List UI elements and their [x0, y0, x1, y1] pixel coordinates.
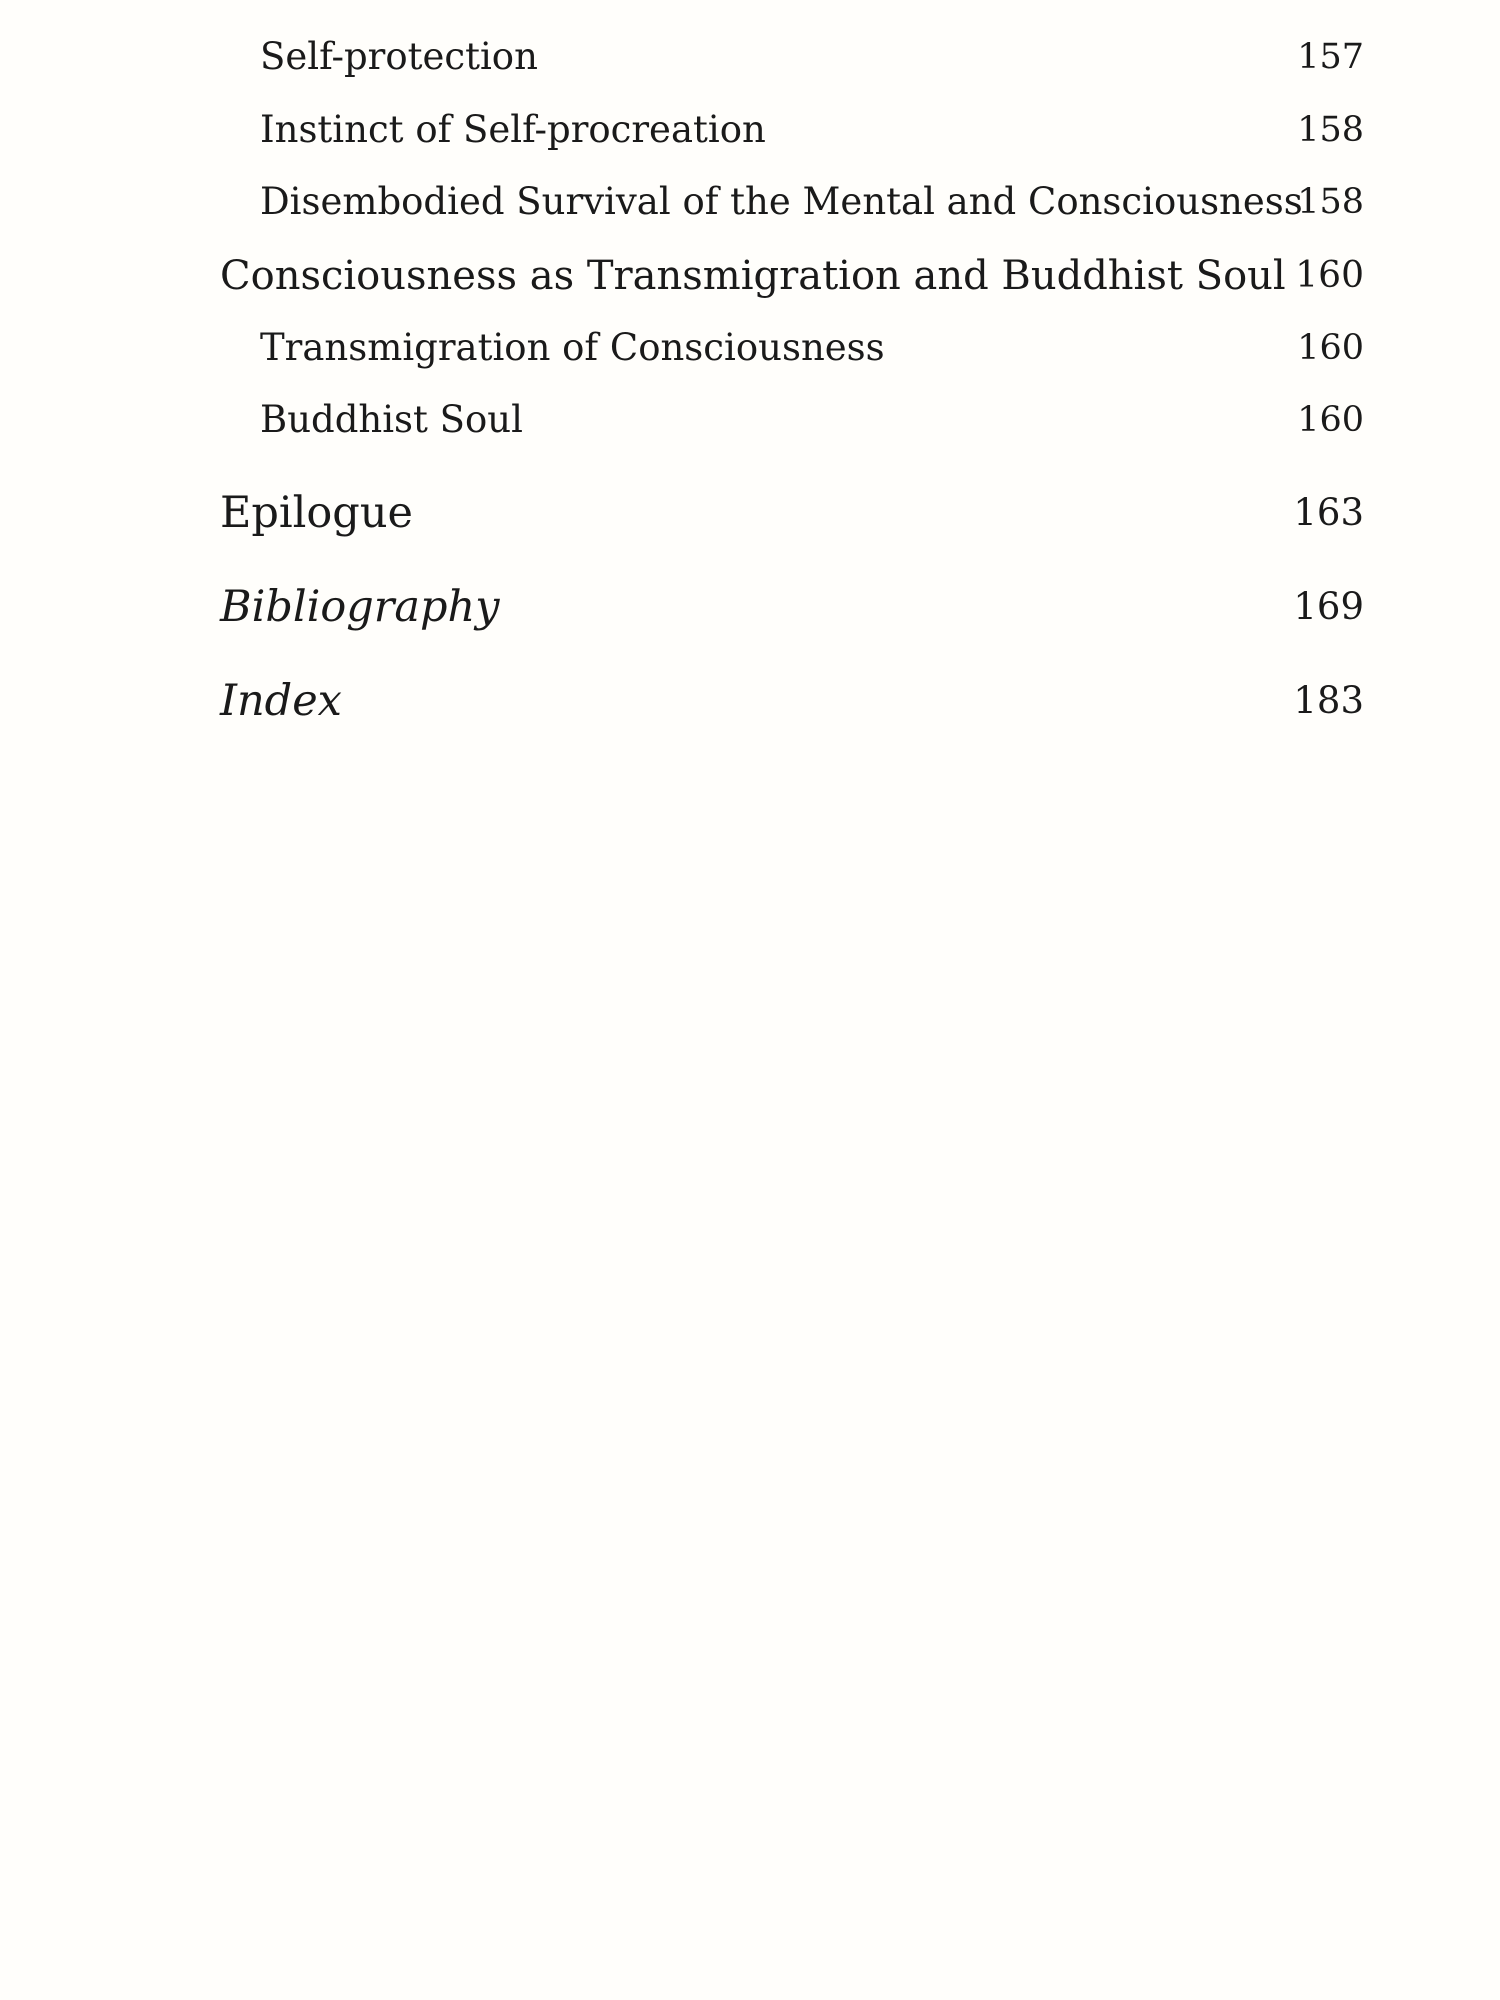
toc-entry-page-number: 160: [1297, 400, 1364, 440]
toc-entry-page-number: 158: [1297, 110, 1364, 150]
toc-entry-bibliography: [0, 577, 1500, 637]
toc-entry-consciousness-as-transmigration: [0, 246, 1500, 306]
toc-entry-label: Transmigration of Consciousness: [260, 326, 885, 369]
toc-entry-label: Epilogue: [220, 488, 413, 538]
toc-entry-label: Index: [220, 676, 342, 726]
toc-entry-epilogue: [0, 483, 1500, 543]
toc-entry-label: Consciousness as Transmigration and Buddhist Soul: [220, 253, 1286, 299]
toc-entry-label: Self-protection: [260, 35, 538, 78]
toc-entry-label: Instinct of Self-procreation: [260, 108, 766, 151]
toc-entry-page-number: 169: [1293, 585, 1364, 628]
toc-entry-page-number: 157: [1297, 37, 1364, 77]
toc-entry-disembodied-survival: [0, 172, 1500, 232]
toc-entry-label: Bibliography: [220, 582, 500, 632]
toc-entry-label: Buddhist Soul: [260, 398, 523, 441]
toc-entry-page-number: 158: [1297, 182, 1364, 222]
toc-entry-transmigration-of-consciousness: [0, 318, 1500, 378]
toc-entry-instinct-of-self-procreation: [0, 100, 1500, 160]
toc-entry-page-number: 183: [1293, 679, 1364, 722]
toc-entry-page-number: 163: [1293, 491, 1364, 534]
toc-entry-label: Disembodied Survival of the Mental and Consciousness: [260, 180, 1303, 223]
toc-entry-page-number: 160: [1297, 328, 1364, 368]
toc-entry-self-protection: [0, 27, 1500, 87]
toc-entry-page-number: 160: [1295, 255, 1364, 296]
toc-entry-buddhist-soul: [0, 390, 1500, 450]
toc-entry-index: [0, 671, 1500, 731]
